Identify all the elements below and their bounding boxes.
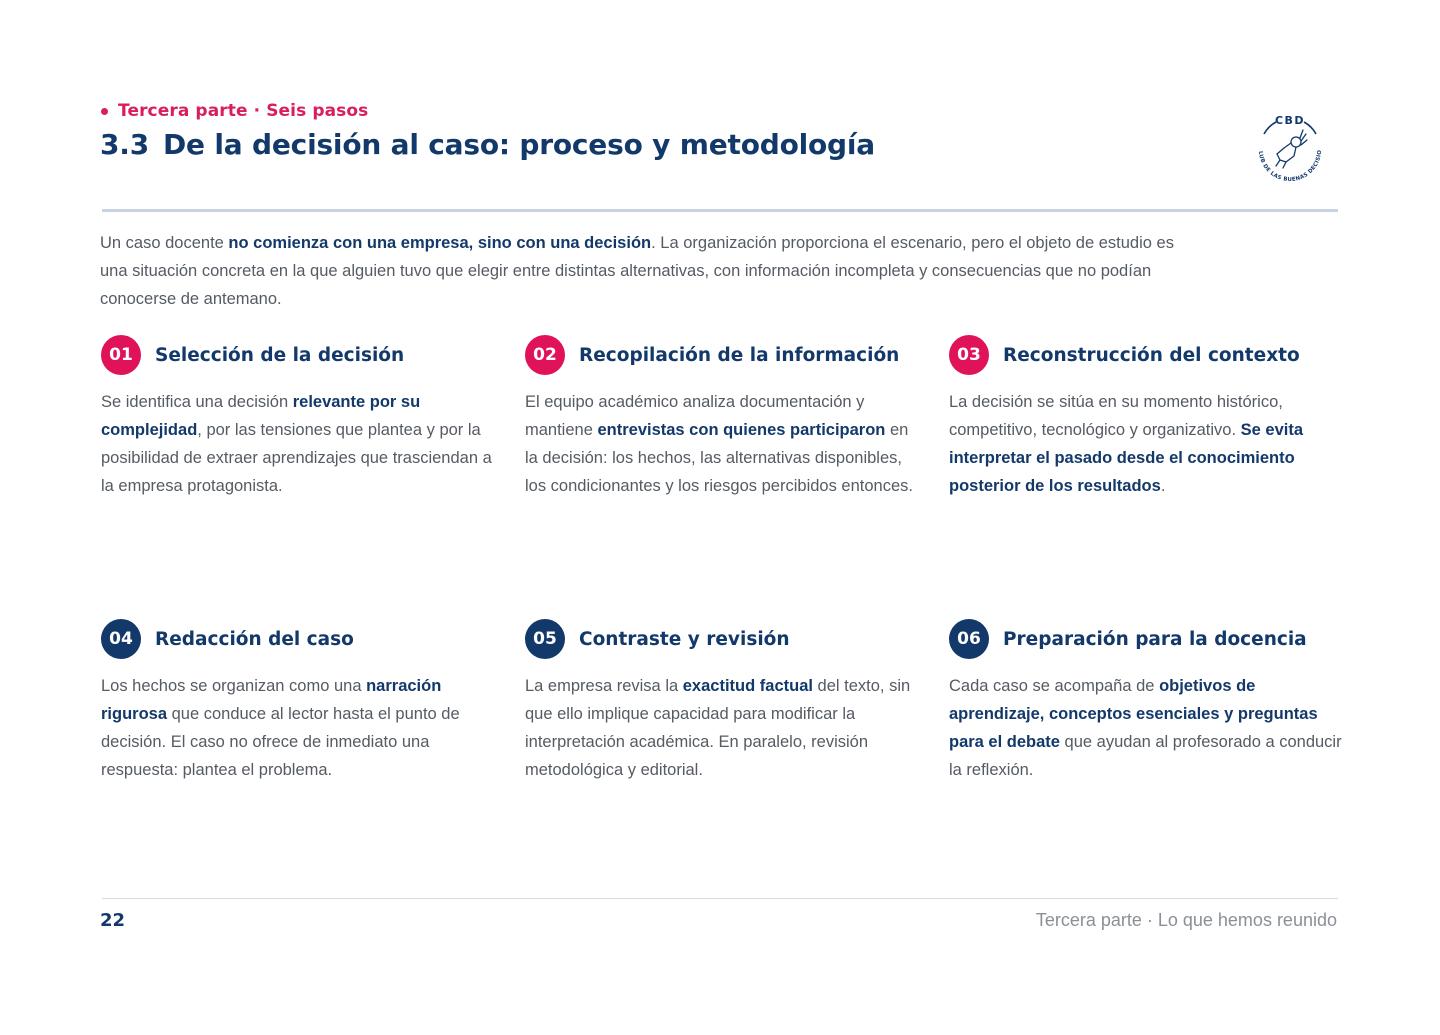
- step-highlight: Se evita interpretar el pasado desde el conocimiento posterior de los resultados: [949, 421, 1304, 495]
- step-header: [101, 618, 496, 660]
- step-highlight: relevante por su complejidad: [101, 393, 421, 439]
- intro-paragraph: [100, 229, 1200, 313]
- page-title: [100, 128, 875, 161]
- step-description: [525, 672, 920, 784]
- step-text: La decisión se sitúa en su momento histórico, competitivo, tecnológico y organizativo.: [949, 393, 1283, 439]
- step-number-badge: 02: [525, 335, 565, 375]
- step-03: [949, 334, 1344, 500]
- footer-section-label: Tercera parte · Lo que hemos reunido: [1035, 910, 1337, 930]
- footer-divider: [102, 898, 1338, 899]
- step-description: [525, 388, 920, 500]
- step-title: Redacción del caso: [155, 628, 354, 650]
- step-text: Cada caso se acompaña de: [949, 677, 1160, 695]
- step-number-badge: 05: [525, 619, 565, 659]
- step-header: [525, 334, 920, 376]
- step-06: [949, 618, 1344, 784]
- step-text: que ayudan al profesorado a conducir la reflexión.: [949, 733, 1342, 779]
- step-title: Contraste y revisión: [579, 628, 790, 650]
- step-02: [525, 334, 920, 500]
- logo-initials: CBD: [1274, 114, 1306, 127]
- step-text: Los hechos se organizan como una: [101, 677, 367, 695]
- step-header: [525, 618, 920, 660]
- step-text: , por las tensiones que plantea y por la posibilidad de extraer aprendizajes que trasciendan a la empresa protagonista.: [101, 421, 492, 495]
- step-text: en la decisión: los hechos, las alternativas disponibles, los condicionantes y los riesgos percibidos entonces.: [525, 421, 913, 495]
- page-number: 22: [100, 910, 126, 931]
- step-header: [101, 334, 496, 376]
- step-text: Se identifica una decisión: [101, 393, 293, 411]
- step-number-badge: 01: [101, 335, 141, 375]
- step-number-badge: 06: [949, 619, 989, 659]
- step-text: que conduce al lector hasta el punto de decisión. El caso no ofrece de inmediato una respuesta: plantea el problema.: [101, 705, 460, 779]
- step-header: [949, 618, 1344, 660]
- intro-text-1: Un caso docente: [100, 234, 229, 252]
- header-divider: [102, 209, 1338, 212]
- step-number-badge: 03: [949, 335, 989, 375]
- step-highlight: objetivos de aprendizaje, conceptos esenciales y preguntas para el debate: [949, 677, 1318, 751]
- step-highlight: entrevistas con quienes participaron: [597, 421, 886, 439]
- ok-hand-icon: [1250, 110, 1330, 190]
- step-number-badge: 04: [101, 619, 141, 659]
- step-header: [949, 334, 1344, 376]
- step-05: [525, 618, 920, 784]
- section-kicker: [101, 101, 368, 121]
- logo-ring-text: LUB DE LAS BUENAS DECISIO: [1256, 149, 1324, 184]
- step-title: Selección de la decisión: [155, 344, 405, 366]
- step-title: Recopilación de la información: [579, 344, 900, 366]
- section-number: 3.3: [100, 128, 150, 161]
- intro-highlight: no comienza con una empresa, sino con una decisión: [228, 234, 652, 252]
- step-description: [101, 388, 496, 500]
- step-title: Reconstrucción del contexto: [1003, 344, 1300, 366]
- step-description: [101, 672, 496, 784]
- step-highlight: exactitud factual: [682, 677, 813, 695]
- intro-text-2: . La organización proporciona el escenario, pero el objeto de estudio es una situación concreta en la que alguien tuvo que elegir entre distintas alternativas, con información incompleta y consecuencias que no podían conocerse de antemano.: [100, 234, 1174, 308]
- cbd-logo: [1250, 110, 1330, 190]
- step-highlight: narración rigurosa: [101, 677, 442, 723]
- step-04: [101, 618, 496, 784]
- step-text: del texto, sin que ello implique capacidad para modificar la interpretación académica. En paralelo, revisión metodológica y editorial.: [525, 677, 911, 779]
- step-text: .: [1160, 477, 1166, 495]
- title-text: De la decisión al caso: proceso y metodología: [163, 128, 875, 161]
- step-title: Preparación para la docencia: [1003, 628, 1307, 650]
- kicker-text: Tercera parte · Seis pasos: [118, 101, 369, 121]
- step-01: [101, 334, 496, 500]
- bullet-dot: [101, 108, 108, 115]
- step-text: La empresa revisa la: [525, 677, 683, 695]
- step-description: [949, 672, 1344, 784]
- step-text: El equipo académico analiza documentación y mantiene: [525, 393, 865, 439]
- step-description: [949, 388, 1344, 500]
